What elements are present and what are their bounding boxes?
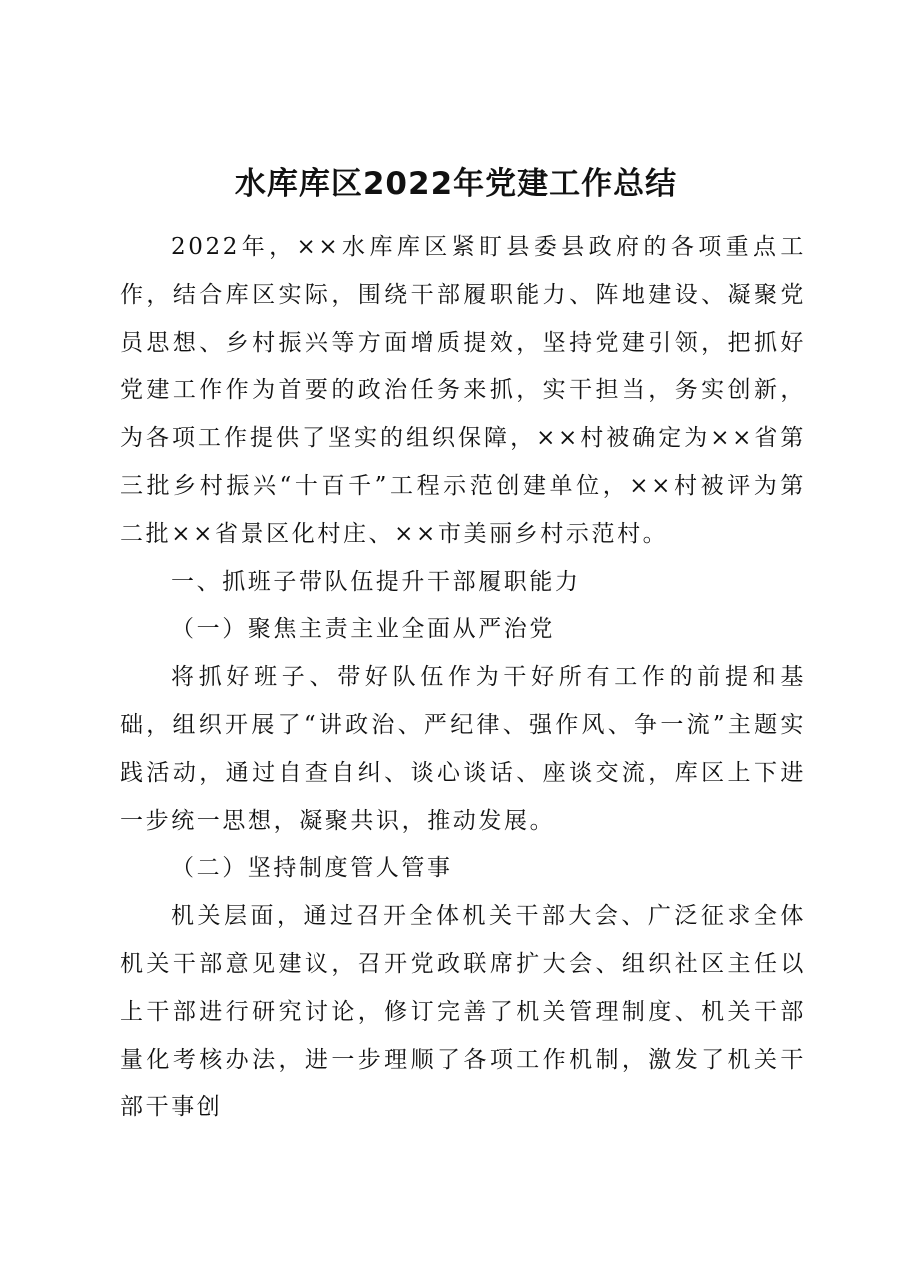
- intro-paragraph: 2022年，××水库库区紧盯县委县政府的各项重点工作，结合库区实际，围绕干部履职能力、阵地建设、凝聚党员思想、乡村振兴等方面增质提效，坚持党建引领，把抓好党建工作作为首要的政治任务来抓，实干担当，务实创新，为各项工作提供了坚实的组织保障，××村被确定为××省第三批乡村振兴“十百千”工程示范创建单位，××村被评为第二批××省景区化村庄、××市美丽乡村示范村。: [120, 234, 806, 547]
- body-paragraph-2: 机关层面，通过召开全体机关干部大会、广泛征求全体机关干部意见建议，召开党政联席扩大会、组织社区主任以上干部进行研究讨论，修订完善了机关管理制度、机关干部量化考核办法，进一步理顺了各项工作机制，激发了机关干部干事创: [120, 903, 806, 1121]
- section-heading-1: 一、抓班子带队伍提升干部履职能力: [171, 568, 581, 595]
- subsection-heading-1: （一）聚焦主责主业全面从严治党: [171, 616, 555, 643]
- document-title: 水库库区2022年党建工作总结: [234, 166, 678, 202]
- subsection-heading-2: （二）坚持制度管人管事: [171, 855, 453, 882]
- body-paragraph-1: 将抓好班子、带好队伍作为干好所有工作的前提和基础，组织开展了“讲政治、严纪律、强作风、争一流”主题实践活动，通过自查自纠、谈心谈话、座谈交流，库区上下进一步统一思想，凝聚共识，推动发展。: [120, 664, 806, 834]
- document-body: [120, 224, 806, 1132]
